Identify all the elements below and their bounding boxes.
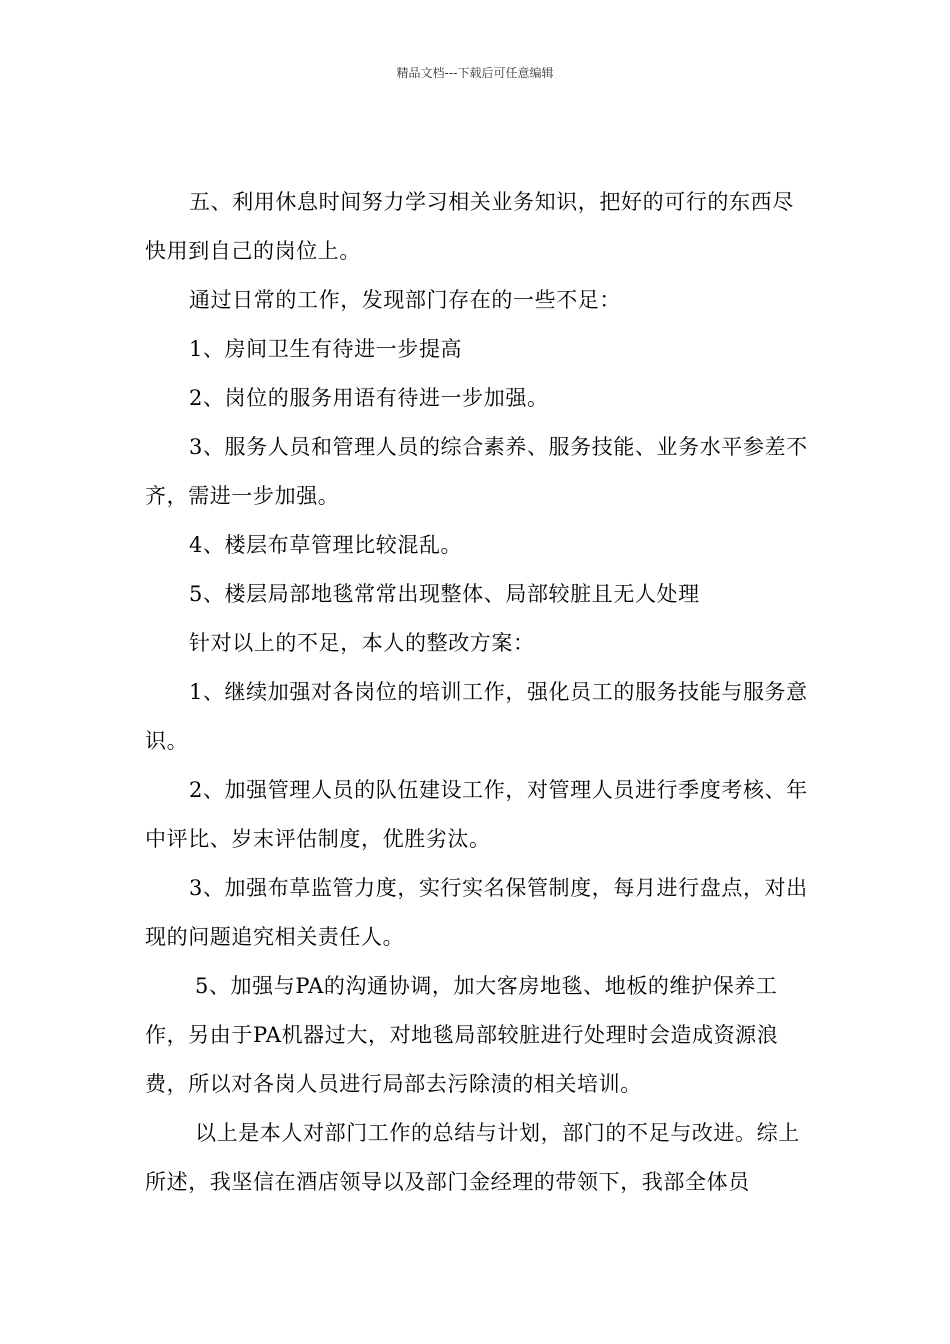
paragraph: 针对以上的不足，本人的整改方案： (189, 631, 535, 655)
paragraph: 5、楼层局部地毯常常出现整体、局部较脏且无人处理 (189, 582, 700, 606)
paragraph: 以上是本人对部门工作的总结与计划，部门的不足与改进。综上所述，我坚信在酒店领导以及部门金经理的带领下，我部全体员 (145, 1121, 800, 1194)
paragraph: 1、房间卫生有待进一步提高 (189, 337, 463, 361)
paragraph: 通过日常的工作，发现部门存在的一些不足： (189, 288, 621, 312)
paragraph: 1、继续加强对各岗位的培训工作，强化员工的服务技能与服务意识。 (145, 680, 808, 753)
paragraph: 3、服务人员和管理人员的综合素养、服务技能、业务水平参差不齐，需进一步加强。 (145, 435, 808, 508)
paragraph: 五、利用休息时间努力学习相关业务知识，把好的可行的东西尽快用到自己的岗位上。 (145, 190, 794, 263)
page-header: 精品文档---下载后可任意编辑 (396, 66, 554, 80)
paragraph: 2、加强管理人员的队伍建设工作，对管理人员进行季度考核、年中评比、岁末评估制度，优胜劣汰。 (145, 778, 808, 851)
body-text (145, 178, 810, 1207)
paragraph: 4、楼层布草管理比较混乱。 (189, 533, 463, 557)
paragraph: 3、加强布草监管力度，实行实名保管制度，每月进行盘点，对出现的问题追究相关责任人。 (145, 876, 808, 949)
paragraph: 2、岗位的服务用语有待进一步加强。 (189, 386, 549, 410)
paragraph: 5、加强与PA的沟通协调，加大客房地毯、地板的维护保养工作，另由于PA机器过大，对地毯局部较脏进行处理时会造成资源浪费，所以对各岗人员进行局部去污除渍的相关培训。 (145, 974, 779, 1096)
